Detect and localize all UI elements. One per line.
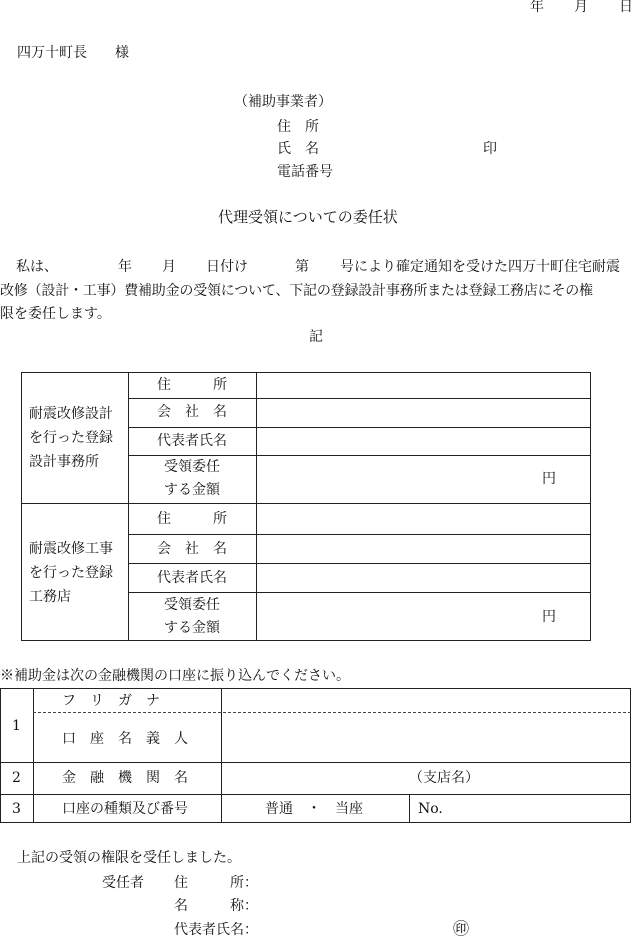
- construction-yen: 円: [542, 609, 556, 625]
- construction-company-label: 会 社 名: [157, 541, 227, 557]
- applicant-name-label: 氏 名: [277, 141, 319, 157]
- branch-name-label: （支店名）: [409, 770, 479, 786]
- bank-row1-number: 1: [12, 718, 21, 734]
- applicant-role: （補助事業者）: [234, 94, 332, 110]
- applicant-phone-label: 電話番号: [277, 164, 333, 180]
- account-type-label: 口座の種類及び番号: [62, 801, 188, 817]
- design-amount-label-1: 受領委任: [164, 459, 220, 475]
- document-title: 代理受領についての委任状: [218, 208, 398, 226]
- construction-amount-label-1: 受領委任: [164, 597, 220, 613]
- date-day: 日: [619, 0, 633, 15]
- date-month: 月: [574, 0, 588, 15]
- bank-transfer-note: ※補助金は次の金融機関の口座に振り込んでください。: [0, 668, 350, 684]
- body-line1-no: 第: [295, 259, 309, 275]
- construction-amount-label-2: する金額: [164, 620, 220, 636]
- body-line1-start: 私は、: [16, 259, 58, 275]
- applicant-address-label: 住 所: [277, 119, 319, 135]
- bank-row2-number: 2: [12, 770, 21, 786]
- design-company-label: 会 社 名: [157, 404, 227, 420]
- agent-label: 受任者: [102, 875, 144, 891]
- design-office-group-line2: を行った登録: [29, 430, 113, 446]
- design-rep-label: 代表者氏名: [157, 433, 227, 449]
- applicant-seal: 印: [483, 141, 497, 157]
- body-line3: 限を委任します。: [0, 306, 111, 322]
- construction-address-label: 住 所: [157, 511, 227, 527]
- agent-name-label: 名 称：: [174, 898, 258, 914]
- agent-seal-mark: ㊞: [453, 919, 470, 938]
- construction-group-line3: 工務店: [29, 589, 71, 605]
- design-amount-label-2: する金額: [164, 482, 220, 498]
- account-number-label: No.: [418, 801, 443, 817]
- construction-group-line2: を行った登録: [29, 565, 113, 581]
- date-year: 年: [530, 0, 544, 15]
- acceptance-statement: 上記の受領の権限を受任しました。: [17, 850, 241, 866]
- design-office-group-line1: 耐震改修設計: [29, 406, 113, 422]
- body-line1-rest: 号により確定通知を受けた四万十町住宅耐震: [340, 259, 620, 275]
- body-line1-month: 月: [162, 259, 176, 275]
- bank-name-label: 金 融 機 関 名: [62, 770, 188, 786]
- bank-row3-number: 3: [12, 801, 21, 817]
- body-line1-year: 年: [118, 259, 132, 275]
- ki-mark: 記: [309, 329, 323, 345]
- furigana-label: フ リ ガ ナ: [62, 693, 160, 709]
- addressee: 四万十町長 様: [17, 45, 129, 61]
- body-line2: 改修（設計・工事）費補助金の受領について、下記の登録設計事務所または登録工務店にその権: [0, 283, 593, 299]
- design-address-label: 住 所: [157, 377, 227, 393]
- agent-rep-label: 代表者氏名：: [174, 922, 258, 938]
- agent-address-label: 住 所：: [174, 875, 258, 891]
- account-holder-label: 口 座 名 義 人: [62, 731, 188, 747]
- construction-group-line1: 耐震改修工事: [29, 541, 113, 557]
- account-type-options: 普通 ・ 当座: [265, 801, 363, 817]
- design-office-group-line3: 設計事務所: [29, 454, 99, 470]
- design-yen: 円: [542, 471, 556, 487]
- construction-rep-label: 代表者氏名: [157, 570, 227, 586]
- body-line1-dated: 日付け: [206, 259, 248, 275]
